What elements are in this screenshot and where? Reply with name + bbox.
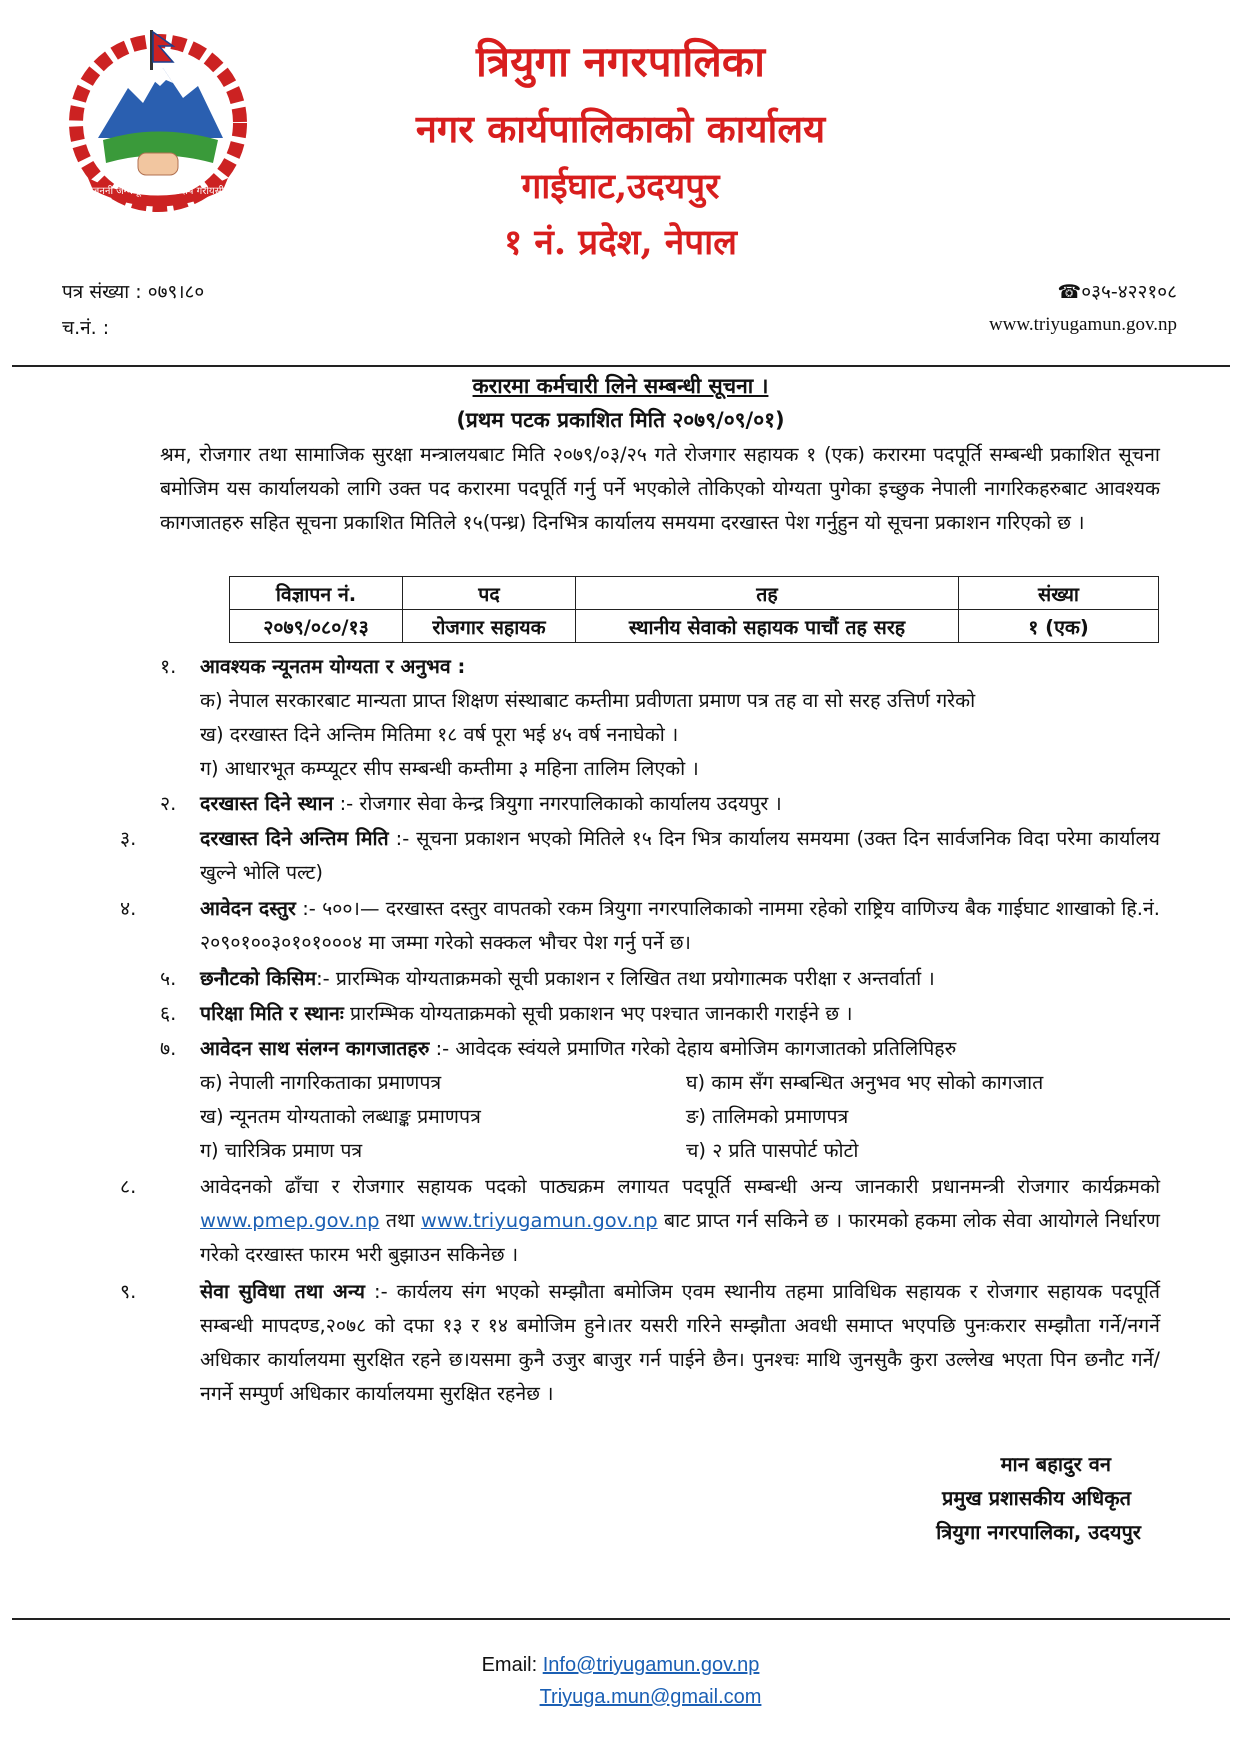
table-header-cell: संख्या [959,577,1159,610]
table-header-cell: पद [403,577,576,610]
item-selection: ५. छनौटको किसिम:- प्रारम्भिक योग्यताक्रमको सूची प्रकाशन र लिखित तथा प्रयोगात्मक परीक्षा र अन्तर्वार्ता । [160,967,935,990]
table-header-row [230,577,1159,610]
footer-email-line: Email: Info@triyugamun.gov.np [481,1654,760,1676]
municipality-name: त्रियुगा नगरपालिका [476,37,765,86]
table-row [230,610,1159,643]
email-link-gmail[interactable]: Triyuga.mun@gmail.com [539,1686,762,1708]
province-country: १ नं. प्रदेश, नेपाल [504,222,737,263]
signatory-designation: प्रमुख प्रशासकीय अधिकृत [942,1486,1131,1510]
header-divider [12,365,1230,367]
document-item: ङ) तालिमको प्रमाणपत्र [686,1105,849,1128]
item-fee: ४. आवेदन दस्तुर :- ५००।— दरखास्त दस्तुर वापतको रकम त्रियुगा नगरपालिकाको नाममा रहेको राष्ट्रिय वाणिज्य बैक गाईघाट शाखाको हि.नं. २०९०१००३०१०१०००४ मा जम्मा गरेको सक्कल भौचर पेश गर्नु पर्ने छ। [120,897,1160,954]
pmep-link[interactable]: www.pmep.gov.np [200,1209,380,1232]
office-name: नगर कार्यपालिकाको कार्यालय [415,106,826,151]
triyugamun-link[interactable]: www.triyugamun.gov.np [420,1209,658,1232]
table-cell: रोजगार सहायक [403,610,576,643]
footer-email-line-2 [0,1686,1241,1709]
dispatch-number: च.नं. : [62,317,110,339]
item-terms: ९. सेवा सुविधा तथा अन्य :- कार्यलय संग भएको सम्झौता बमोजिम एवम स्थानीय तहमा प्राविधिक सहायक र रोजगार सहायक पदपूर्ति सम्बन्धी मापदण्ड,२०७८ को दफा १३ र १४ बमोजिम हुने।तर यसरी गरिने सम्झौता अवधी समाप्त भएपछि पुनःकरार सम्झौता गर्ने/नगर्ने अधिकार कार्यालयमा सुरक्षित रहने छ।यसमा कुनै उजुर बाजुर गर्न पाईने छैन। पुनश्चः माथि जुनसुकै कुरा उल्लेख भएता पिन छनौट गर्ने/ नगर्ने सम्पुर्ण अधिकार कार्यालयमा सुरक्षित रहनेछ । [120,1280,1160,1405]
item-documents: ७. आवेदन साथ संलग्न कागजातहरु :- आवेदक स्वंयले प्रमाणित गरेको देहाय बमोजिम कागजातको प्रतिलिपिहरु [160,1037,957,1060]
item-application-place: २. दरखास्त दिने स्थान :- रोजगार सेवा केन्द्र त्रियुगा नगरपालिकाको कार्यालय उदयपुर । [160,792,782,815]
table-cell: १ (एक) [959,610,1159,643]
item-deadline: ३. दरखास्त दिने अन्तिम मिति :- सूचना प्रकाशन भएको मितिले १५ दिन भित्र कार्यालय समयमा (उक्त दिन सार्वजनिक विदा परेमा कार्यालय खुल्ने भोलि पल्ट) [120,827,1160,884]
qualification-c: ग) आधारभूत कम्प्यूटर सीप सम्बन्धी कम्तीमा ३ महिना तालिम लिएको । [200,757,699,780]
item-exam: ६. परिक्षा मिति र स्थानः प्रारम्भिक योग्यताक्रमको सूची प्रकाशन भए पश्चात जानकारी गराईने छ । [160,1002,853,1025]
vacancy-table [229,576,1159,643]
document-item: ख) न्यूनतम योग्यताको लब्धाङ्क प्रमाणपत्र [200,1105,481,1128]
document-item: घ) काम सँग सम्बन्धित अनुभव भए सोको कागजात [686,1071,1044,1094]
website: www.triyugamun.gov.np [988,314,1177,335]
signatory-name: मान बहादुर वन [1000,1452,1111,1476]
document-item: ग) चारित्रिक प्रमाण पत्र [200,1139,363,1162]
qualification-b: ख) दरखास्त दिने अन्तिम मितिमा १८ वर्ष पूरा भई ४५ वर्ष ननाघेको । [200,723,679,746]
table-cell: स्थानीय सेवाको सहायक पाचौं तह सरह [576,610,959,643]
phone-number: ☎०३५-४२२१०८ [1057,281,1177,303]
notice-title: करारमा कर्मचारी लिने सम्बन्धी सूचना । [472,374,769,398]
table-header-cell: तह [576,577,959,610]
table-header-cell: विज्ञापन नं. [230,577,403,610]
document-item: च) २ प्रति पासपोर्ट फोटो [686,1139,859,1162]
document-item: क) नेपाली नागरिकताका प्रमाणपत्र [200,1071,442,1094]
signatory-office: त्रियुगा नगरपालिका, उदयपुर [936,1520,1141,1544]
qualification-a: क) नेपाल सरकारबाट मान्यता प्राप्त शिक्षण संस्थाबाट कम्तीमा प्रवीणता प्रमाण पत्र तह वा सो सरह उत्तिर्ण गरेको [200,689,976,712]
notice-intro: श्रम, रोजगार तथा सामाजिक सुरक्षा मन्त्रालयबाट मिति २०७९/०३/२५ गते रोजगार सहायक १ (एक) करारमा पदपूर्ति सम्बन्धी प्रकाशित सूचना बमोजिम यस कार्यालयको लागि उक्त पद करारमा पदपूर्ति गर्नु पर्ने भएकोले तोकिएको योग्यता पुगेका इच्छुक नेपाली नागरिकहरुबाट आवश्यक कागजातहरु सहित सूचना प्रकाशित मितिले १५(पन्ध्र) दिनभित्र कार्यालय समयमा दरखास्त पेश गर्नुहुन यो सूचना प्रकाशन गरिएको छ । [160,443,1160,534]
table-cell: २०७९/०८०/१३ [230,610,403,643]
footer-divider [12,1618,1230,1620]
email-link-info[interactable]: Info@triyugamun.gov.np [542,1654,760,1676]
item-qualification: १. आवश्यक न्यूनतम योग्यता र अनुभव : [160,655,466,678]
emblem-motto: जननी जन्मभूमिश्च स्वर्गादपि गरीयसी [91,186,225,197]
item-form-info: ८. आवेदनको ढाँचा र रोजगार सहायक पदको पाठ्यक्रम लगायत पदपूर्ति सम्बन्धी अन्य जानकारी प्रधानमन्त्री रोजगार कार्यक्रमको www.pmep.gov.np तथा www.triyugamun.gov.np बाट प्राप्त गर्न सकिने छ । फारमको हकमा लोक सेवा आयोगले निर्धारण गरेको दरखास्त फारम भरी बुझाउन सकिनेछ । [120,1175,1160,1266]
notice-subtitle: (प्रथम पटक प्रकाशित मिति २०७९/०९/०१) [456,408,785,432]
office-location: गाईघाट,उदयपुर [521,166,720,207]
reference-number: पत्र संख्या : ०७९।८० [62,281,205,303]
